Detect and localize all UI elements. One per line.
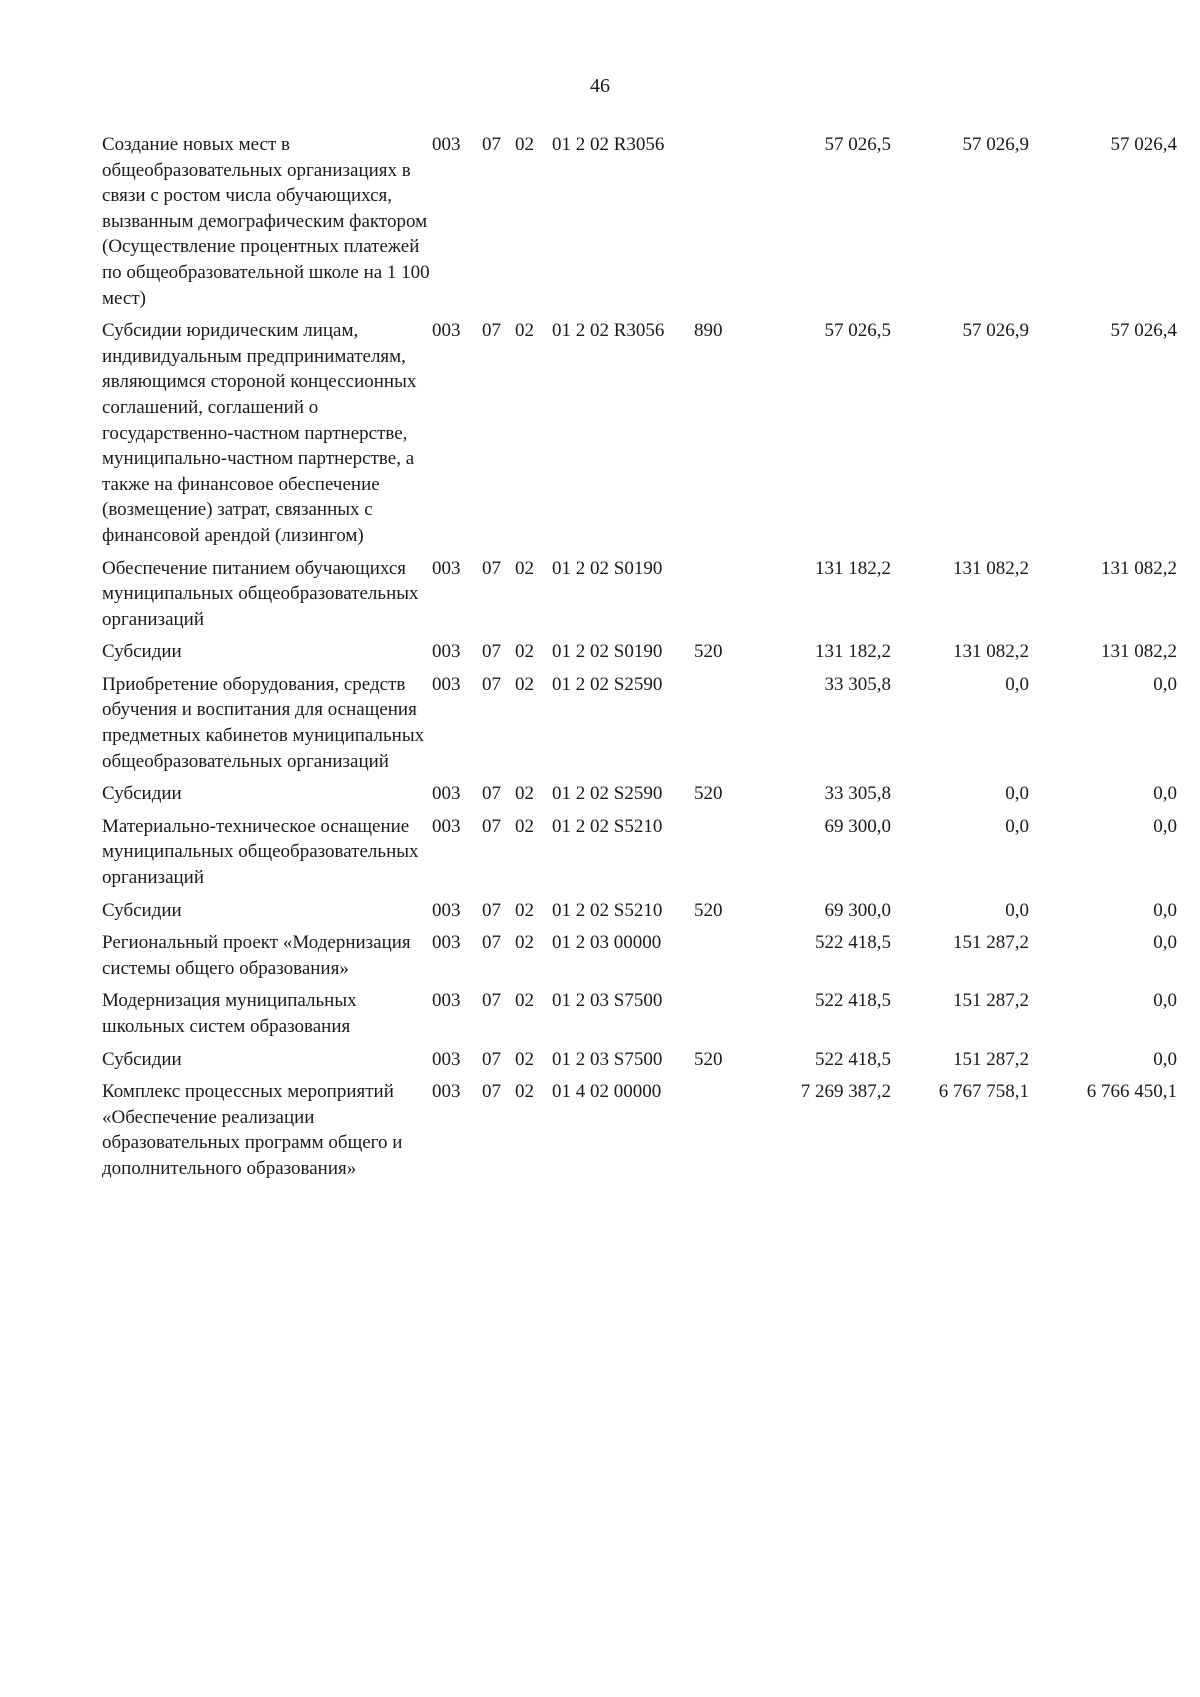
row-name: Создание новых мест в общеобразовательных организациях в связи с ростом числа обучающихся, вызванным демографическим фактором (Осуществление процентных платежей по общеобразовательной школе на 1 100 мест) bbox=[102, 134, 430, 309]
row-name: Материально-техническое оснащение муниципальных общеобразовательных организаций bbox=[102, 815, 419, 889]
row-target-article: 01 2 03 S7500 bbox=[552, 1048, 663, 1070]
table-row bbox=[102, 1079, 1177, 1188]
row-grbs-code: 003 bbox=[432, 990, 461, 1012]
table-row bbox=[102, 1047, 1177, 1080]
row-subsection-code: 02 bbox=[515, 990, 534, 1012]
row-amount-year3: 0,0 bbox=[1153, 990, 1177, 1012]
row-subsection-code: 02 bbox=[515, 932, 534, 954]
row-section-code: 07 bbox=[482, 815, 501, 837]
row-amount-year3: 0,0 bbox=[1153, 815, 1177, 837]
row-amount-year3: 0,0 bbox=[1153, 673, 1177, 695]
row-target-article: 01 2 02 R3056 bbox=[552, 320, 665, 342]
table-row bbox=[102, 132, 1177, 318]
row-expense-type: 520 bbox=[694, 899, 723, 921]
row-amount-year3: 6 766 450,1 bbox=[1086, 1081, 1177, 1103]
row-name: Субсидии bbox=[102, 1048, 182, 1070]
row-amount-year2: 0,0 bbox=[1005, 673, 1029, 695]
row-amount-year1: 69 300,0 bbox=[824, 899, 891, 921]
row-amount-year3: 0,0 bbox=[1153, 899, 1177, 921]
table-row bbox=[102, 930, 1177, 988]
row-name: Региональный проект «Модернизация системы общего образования» bbox=[102, 932, 411, 979]
row-section-code: 07 bbox=[482, 899, 501, 921]
row-amount-year3: 0,0 bbox=[1153, 1048, 1177, 1070]
row-section-code: 07 bbox=[482, 557, 501, 579]
row-amount-year1: 131 182,2 bbox=[815, 557, 891, 579]
row-grbs-code: 003 bbox=[432, 641, 461, 663]
row-target-article: 01 2 03 S7500 bbox=[552, 990, 663, 1012]
row-section-code: 07 bbox=[482, 134, 501, 155]
row-amount-year2: 0,0 bbox=[1005, 783, 1029, 805]
table-row bbox=[102, 556, 1177, 640]
row-expense-type bbox=[694, 556, 746, 640]
row-amount-year2: 131 082,2 bbox=[953, 641, 1029, 663]
row-amount-year3: 0,0 bbox=[1153, 932, 1177, 954]
row-amount-year1: 522 418,5 bbox=[815, 990, 891, 1012]
row-section-code: 07 bbox=[482, 641, 501, 663]
row-grbs-code: 003 bbox=[432, 932, 461, 954]
row-amount-year2: 151 287,2 bbox=[953, 932, 1029, 954]
row-amount-year1: 7 269 387,2 bbox=[800, 1081, 891, 1103]
row-name: Субсидии bbox=[102, 641, 182, 663]
row-amount-year3: 0,0 bbox=[1153, 783, 1177, 805]
budget-table-body bbox=[102, 132, 1177, 1189]
row-target-article: 01 2 03 00000 bbox=[552, 932, 662, 954]
table-row bbox=[102, 781, 1177, 814]
row-subsection-code: 02 bbox=[515, 899, 534, 921]
budget-table bbox=[102, 132, 1177, 1189]
row-name: Обеспечение питанием обучающихся муниципальных общеобразовательных организаций bbox=[102, 557, 419, 630]
row-grbs-code: 003 bbox=[432, 557, 461, 579]
page-number: 46 bbox=[590, 75, 610, 97]
row-grbs-code: 003 bbox=[432, 320, 461, 342]
table-row bbox=[102, 898, 1177, 931]
row-grbs-code: 003 bbox=[432, 815, 461, 837]
row-grbs-code: 003 bbox=[432, 899, 461, 921]
row-target-article: 01 2 02 S5210 bbox=[552, 815, 663, 837]
table-row bbox=[102, 639, 1177, 672]
row-amount-year1: 57 026,5 bbox=[824, 134, 891, 155]
row-amount-year3: 131 082,2 bbox=[1101, 557, 1177, 579]
row-grbs-code: 003 bbox=[432, 673, 461, 695]
row-amount-year2: 131 082,2 bbox=[953, 557, 1029, 579]
row-amount-year1: 57 026,5 bbox=[824, 320, 891, 342]
row-expense-type bbox=[694, 930, 746, 988]
row-amount-year1: 69 300,0 bbox=[824, 815, 891, 837]
row-amount-year3: 131 082,2 bbox=[1101, 641, 1177, 663]
row-grbs-code: 003 bbox=[432, 134, 461, 155]
row-target-article: 01 4 02 00000 bbox=[552, 1081, 662, 1103]
row-section-code: 07 bbox=[482, 783, 501, 805]
row-amount-year1: 33 305,8 bbox=[824, 673, 891, 695]
table-row bbox=[102, 988, 1177, 1046]
row-subsection-code: 02 bbox=[515, 134, 534, 155]
row-expense-type bbox=[694, 814, 746, 898]
row-section-code: 07 bbox=[482, 932, 501, 954]
row-target-article: 01 2 02 R3056 bbox=[552, 134, 665, 155]
row-section-code: 07 bbox=[482, 1081, 501, 1103]
row-target-article: 01 2 02 S2590 bbox=[552, 673, 663, 695]
row-amount-year2: 0,0 bbox=[1005, 815, 1029, 837]
row-name: Комплекс процессных мероприятий «Обеспечение реализации образовательных программ общего и дополнительного образования» bbox=[102, 1081, 403, 1179]
row-expense-type: 520 bbox=[694, 1048, 723, 1070]
row-subsection-code: 02 bbox=[515, 1081, 534, 1103]
row-amount-year1: 131 182,2 bbox=[815, 641, 891, 663]
row-subsection-code: 02 bbox=[515, 320, 534, 342]
row-grbs-code: 003 bbox=[432, 783, 461, 805]
table-row bbox=[102, 814, 1177, 898]
row-amount-year1: 522 418,5 bbox=[815, 932, 891, 954]
row-subsection-code: 02 bbox=[515, 783, 534, 805]
row-section-code: 07 bbox=[482, 1048, 501, 1070]
row-section-code: 07 bbox=[482, 320, 501, 342]
row-amount-year2: 151 287,2 bbox=[953, 1048, 1029, 1070]
row-amount-year1: 33 305,8 bbox=[824, 783, 891, 805]
row-amount-year2: 57 026,9 bbox=[962, 320, 1029, 342]
row-name: Модернизация муниципальных школьных систем образования bbox=[102, 990, 357, 1037]
row-target-article: 01 2 02 S0190 bbox=[552, 641, 663, 663]
row-expense-type bbox=[694, 1079, 746, 1188]
row-target-article: 01 2 02 S5210 bbox=[552, 899, 663, 921]
row-subsection-code: 02 bbox=[515, 673, 534, 695]
row-amount-year2: 6 767 758,1 bbox=[938, 1081, 1029, 1103]
row-amount-year3: 57 026,4 bbox=[1110, 134, 1177, 155]
row-subsection-code: 02 bbox=[515, 641, 534, 663]
row-expense-type bbox=[694, 988, 746, 1046]
row-amount-year1: 522 418,5 bbox=[815, 1048, 891, 1070]
row-expense-type bbox=[694, 672, 746, 781]
row-section-code: 07 bbox=[482, 673, 501, 695]
row-name: Приобретение оборудования, средств обучения и воспитания для оснащения предметных кабинетов муниципальных общеобразовательных организаций bbox=[102, 673, 425, 772]
row-expense-type: 890 bbox=[694, 320, 723, 342]
row-subsection-code: 02 bbox=[515, 557, 534, 579]
row-subsection-code: 02 bbox=[515, 1048, 534, 1070]
row-expense-type: 520 bbox=[694, 783, 723, 805]
row-amount-year3: 57 026,4 bbox=[1110, 320, 1177, 342]
row-name: Субсидии юридическим лицам, индивидуальным предпринимателям, являющимся стороной концессионных соглашений, соглашений о государственно-частном партнерстве, муниципально-частном партнерстве, а также на финансовое обеспечение (возмещение) затрат, связанных с финансовой арендой (лизингом) bbox=[102, 320, 417, 546]
row-name: Субсидии bbox=[102, 899, 182, 921]
table-row bbox=[102, 318, 1177, 555]
row-grbs-code: 003 bbox=[432, 1081, 461, 1103]
table-row bbox=[102, 672, 1177, 781]
row-expense-type: 520 bbox=[694, 641, 723, 663]
row-grbs-code: 003 bbox=[432, 1048, 461, 1070]
row-amount-year2: 0,0 bbox=[1005, 899, 1029, 921]
row-subsection-code: 02 bbox=[515, 815, 534, 837]
row-amount-year2: 57 026,9 bbox=[962, 134, 1029, 155]
row-amount-year2: 151 287,2 bbox=[953, 990, 1029, 1012]
row-section-code: 07 bbox=[482, 990, 501, 1012]
row-target-article: 01 2 02 S2590 bbox=[552, 783, 663, 805]
row-name: Субсидии bbox=[102, 783, 182, 805]
row-target-article: 01 2 02 S0190 bbox=[552, 557, 663, 579]
row-expense-type bbox=[694, 132, 746, 318]
